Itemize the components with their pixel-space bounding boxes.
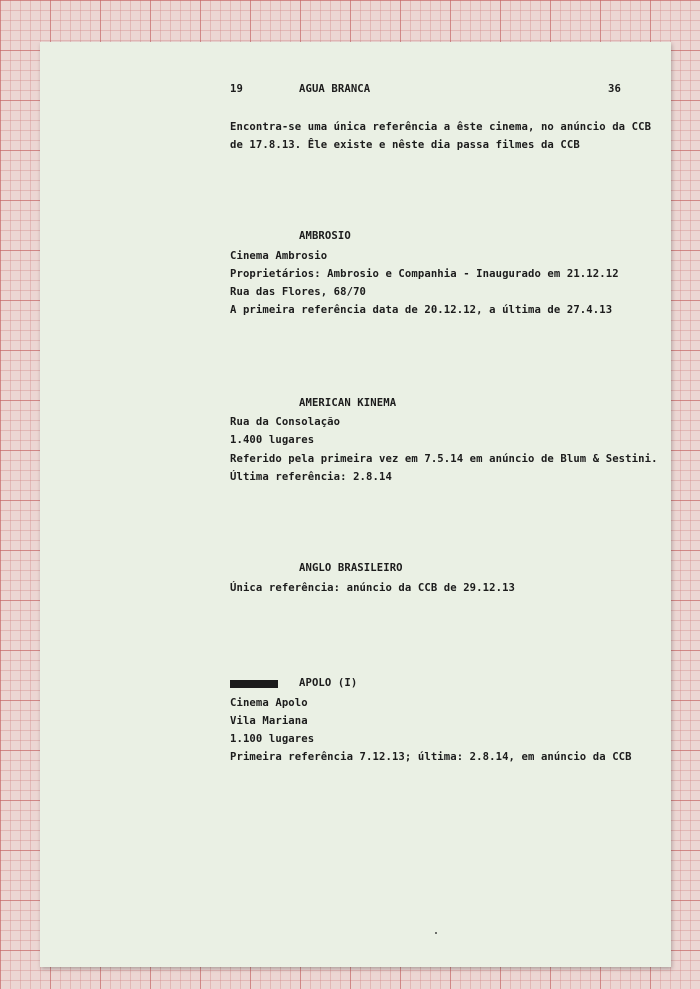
entry-line: Única referência: anúncio da CCB de 29.12.13: [230, 582, 516, 594]
entry-line: Proprietários: Ambrosio e Companhia - Inaugurado em 21.12.12: [230, 268, 619, 280]
entry-line: Cinema Ambrosio: [230, 250, 328, 262]
entry-line: Rua da Consolação: [230, 416, 341, 428]
entry-title: ANGLO BRASILEIRO: [299, 562, 403, 574]
struck-out-text: [230, 680, 278, 688]
entry-title: AMERICAN KINEMA: [299, 397, 397, 409]
entry-title: APOLO (I): [299, 677, 358, 689]
page-number: 36: [608, 83, 621, 95]
entry-line: 1.400 lugares: [230, 434, 315, 446]
entry-line: de 17.8.13. Êle existe e nêste dia passa filmes da CCB: [230, 139, 580, 151]
entry-line: Primeira referência 7.12.13; última: 2.8.14, em anúncio da CCB: [230, 751, 632, 763]
entry-title: AMBROSIO: [299, 230, 351, 242]
typed-page: [40, 42, 671, 967]
page-heading: AGUA BRANCA: [299, 83, 371, 95]
entry-line: Rua das Flores, 68/70: [230, 286, 367, 298]
index-mark: 19: [230, 83, 243, 95]
entry-line: Vila Mariana: [230, 715, 308, 727]
ink-speck: [435, 932, 437, 934]
entry-line: Referido pela primeira vez em 7.5.14 em anúncio de Blum & Sestini.: [230, 453, 658, 465]
entry-line: A primeira referência data de 20.12.12, a última de 27.4.13: [230, 304, 613, 316]
entry-line: Cinema Apolo: [230, 697, 308, 709]
entry-line: 1.100 lugares: [230, 733, 315, 745]
entry-line: Encontra-se uma única referência a êste cinema, no anúncio da CCB: [230, 121, 652, 133]
entry-line: Última referência: 2.8.14: [230, 471, 392, 483]
